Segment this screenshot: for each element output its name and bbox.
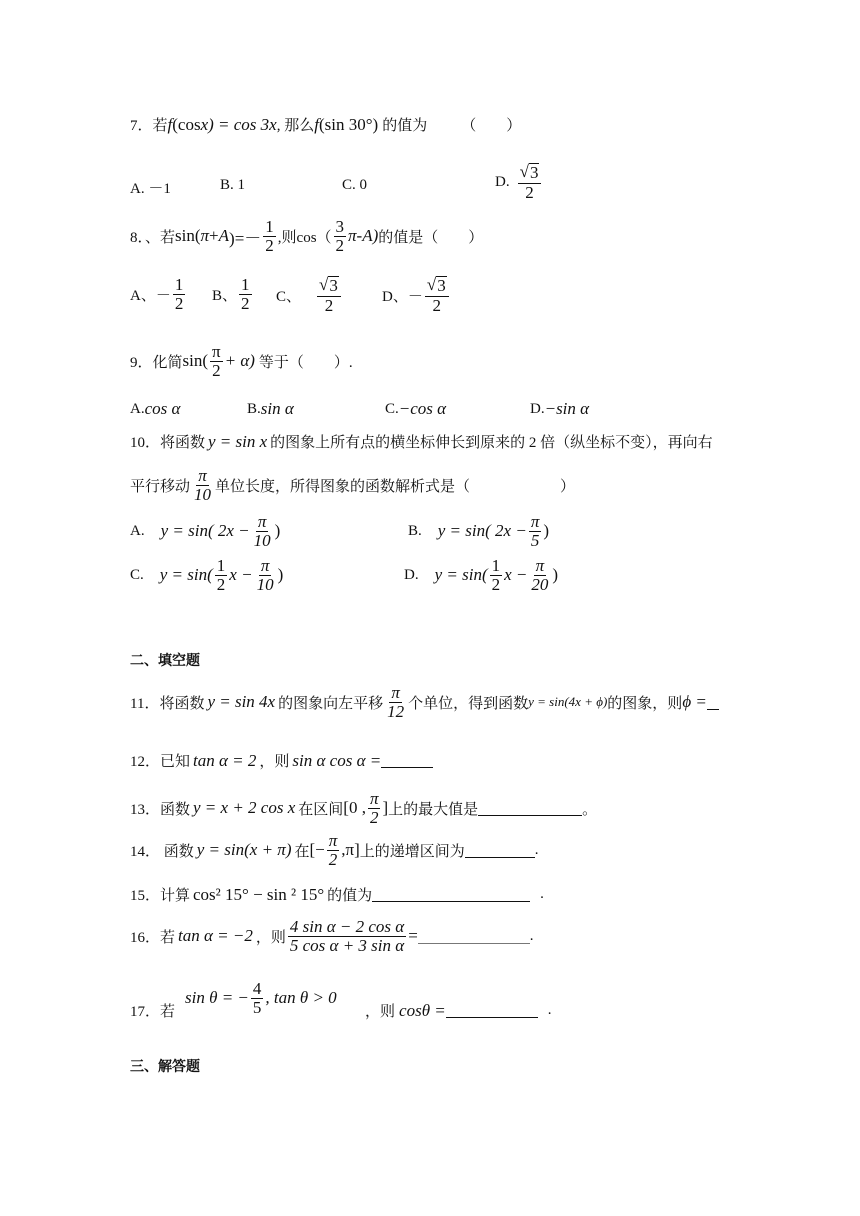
- q7-option-b: B. 1: [220, 177, 246, 193]
- section-heading-fill-in: 二、填空题: [130, 653, 200, 669]
- question-7: 7．若 f (cos x) = cos 3 x , 那么 f (sin 30°) 的值为 （ ）: [130, 114, 522, 134]
- question-12: 12．已知 tan α = 2 ，则 sin α cos α =: [130, 750, 433, 771]
- answer-blank[interactable]: [707, 695, 719, 710]
- q7-option-d: D. √ 3 2: [495, 163, 543, 202]
- question-8: 8．、若 sin( π + A )=－ $\frac{1}{2}$ ,则cos（ $\frac{3}{2}$ π-A) 的值是（ ）: [130, 217, 484, 255]
- q9-option-d: D. −sin α: [530, 399, 590, 418]
- q8-option-a: A、－ $\frac{1}{2}$: [130, 275, 184, 313]
- q9-option-c: C. −cos α: [385, 399, 447, 418]
- q10-option-b: B. y = sin( 2x − $\frac{\pi}{5}$ ): [408, 512, 550, 550]
- answer-blank[interactable]: [418, 929, 530, 944]
- q8-option-d: D、－ √ 3 2: [382, 276, 451, 315]
- answer-blank[interactable]: [478, 801, 582, 816]
- question-9: 9．化简 sin( $\frac{\pi}{2}$ + α) 等于（ ）.: [130, 342, 353, 380]
- q10-option-d: D. y = sin( $\frac{1}{2}$ x − $\frac{\pi}{20}$ ): [404, 556, 559, 594]
- q7-option-c: C. 0: [342, 177, 368, 193]
- q10-option-a: A. y = sin( 2x − $\frac{\pi}{10}$ ): [130, 512, 281, 550]
- answer-blank[interactable]: [465, 843, 535, 858]
- question-17: 17．若 ，则 cosθ = .: [130, 1000, 552, 1020]
- question-11: 11．将函数 y = sin 4x 的图象向左平移 $\frac{\pi}{12}$ 个单位，得到函数 y = sin(4x + ϕ) 的图象，则 ϕ =: [130, 684, 719, 721]
- question-10-line-1: 10．将函数 y = sin x 的图象上所有点的横坐标伸长到原来的 2 倍（纵坐标不变），再向右: [130, 431, 713, 451]
- question-15: 15．计算 cos² 15° − sin ² 15° 的值为 .: [130, 884, 544, 904]
- q10-option-c: C. y = sin( $\frac{1}{2}$ x − $\frac{\pi}{10}$ ): [130, 556, 284, 594]
- q8-option-c: C、 √ 3 2: [276, 276, 343, 315]
- q9-option-b: B. sin α: [247, 399, 294, 418]
- question-13: 13．函数 y = x + 2 cos x 在区间 [0 , $\frac{\pi}{2}$ ] 上的最大值是 。: [130, 789, 598, 827]
- answer-blank[interactable]: [372, 887, 530, 902]
- question-17-condition: sin θ = − $\frac{4}{5}$ , tan θ > 0: [185, 979, 337, 1017]
- answer-blank[interactable]: [381, 753, 433, 768]
- question-14: 14． 函数 y = sin(x + π) 在 [− $\frac{\pi}{2}$ ,π] 上的递增区间为 .: [130, 831, 539, 869]
- q7-option-a: A. －1: [130, 181, 171, 197]
- answer-blank[interactable]: [446, 1003, 538, 1018]
- q9-option-a: A. cos α: [130, 399, 181, 418]
- question-10-line-2: 平行移动 $\frac{\pi}{10}$ 单位长度，所得图象的函数解析式是（ ）: [130, 466, 576, 504]
- q8-option-b: B、 $\frac{1}{2}$: [212, 275, 250, 313]
- question-16: 16．若 tan α = −2 ，则 $\frac{\text{4 sin α − 2 cos α}}{\text{5 cos α + 3 sin α}}$ = .: [130, 917, 534, 955]
- section-heading-solutions: 三、解答题: [130, 1059, 200, 1075]
- fraction: √ 3 2: [518, 163, 542, 202]
